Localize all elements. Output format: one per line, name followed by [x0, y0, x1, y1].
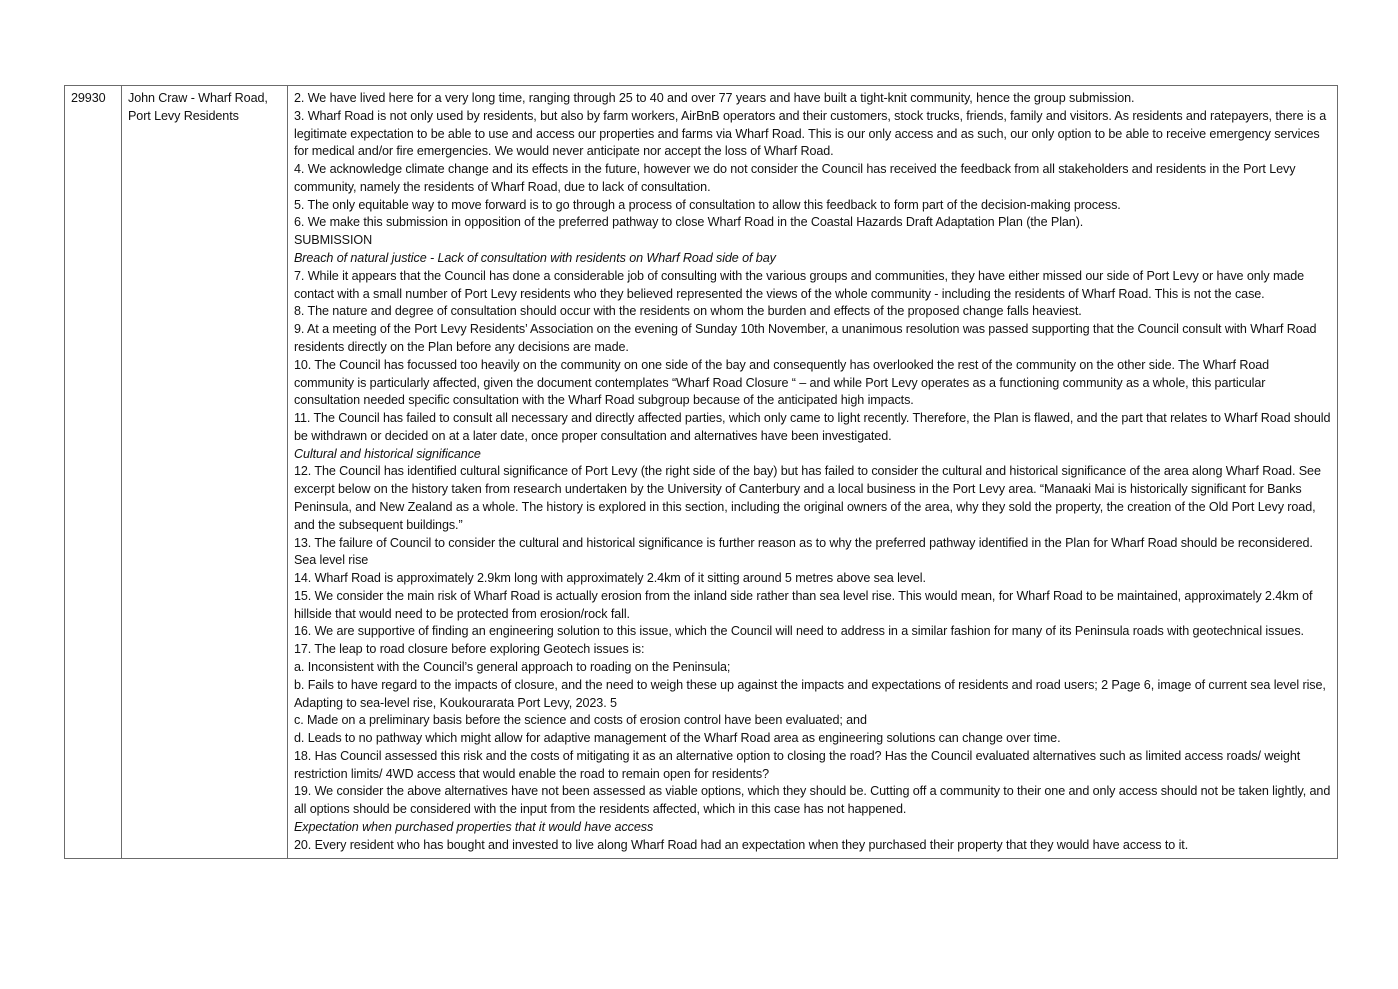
- table-row: [65, 86, 1338, 859]
- submission-paragraph: 12. The Council has identified cultural significance of Port Levy (the right side of the bay) but has failed to consider the cultural and historical significance of the area along Wharf Road. See excerpt below on the history taken from research undertaken by the University of Canterbury and a local business in the Port Levy area. “Manaaki Mai is historically significant for Banks Peninsula, and New Zealand as a whole. The history is explored in this section, including the original owners of the area, why they sold the property, the creation of the Old Port Levy road, and the subsequent buildings.”: [294, 464, 1321, 532]
- submission-paragraph: SUBMISSION: [294, 233, 373, 248]
- submitter-cell: [122, 86, 288, 859]
- section-heading: Breach of natural justice - Lack of consultation with residents on Wharf Road side of bay: [294, 251, 776, 266]
- submission-paragraph: 17. The leap to road closure before exploring Geotech issues is:: [294, 642, 645, 657]
- submission-id: 29930: [71, 91, 106, 105]
- submission-paragraph: a. Inconsistent with the Council’s general approach to roading on the Peninsula;: [294, 660, 731, 674]
- submitter-name: John Craw - Wharf Road, Port Levy Residents: [128, 91, 268, 123]
- submission-paragraph: 11. The Council has failed to consult all necessary and directly affected parties, which only came to light recently. Therefore, the Plan is flawed, and the part that relates to Wharf Road should be withdrawn or decided on at a later date, once proper consultation and alternatives have been investigated.: [294, 411, 1331, 443]
- submission-paragraph: 7. While it appears that the Council has done a considerable job of consulting with the various groups and communities, they have either missed our side of Port Levy or have only made contact with a small number of Port Levy residents who they believed represented the views of the whole community - including the residents of Wharf Road. This is not the case.: [294, 268, 1305, 301]
- submission-paragraph: 13. The failure of Council to consider the cultural and historical significance is further reason as to why the preferred pathway identified in the Plan for Wharf Road should be reconsidered. Sea level rise: [294, 535, 1313, 568]
- submission-paragraph: b. Fails to have regard to the impacts of closure, and the need to weigh these up against the impacts and expectations of residents and road users; 2 Page 6, image of current sea level rise, Adapting to sea-level rise, Koukourarata Port Levy, 2023. 5: [294, 677, 1326, 710]
- submission-paragraph: 20. Every resident who has bought and invested to live along Wharf Road had an expectation when they purchased their property that they would have access to it.: [294, 837, 1189, 852]
- submission-paragraph: 9. At a meeting of the Port Levy Residents’ Association on the evening of Sunday 10th November, a unanimous resolution was passed supporting that the Council consult with Wharf Road residents directly on the Plan before any decisions are made.: [294, 322, 1317, 354]
- submission-table: [64, 85, 1338, 859]
- section-heading: Expectation when purchased properties that it would have access: [294, 820, 654, 835]
- submission-paragraph: 8. The nature and degree of consultation should occur with the residents on whom the burden and effects of the proposed change falls heaviest.: [294, 304, 1082, 319]
- submission-paragraph: 5. The only equitable way to move forward is to go through a process of consultation to allow this feedback to form part of the decision-making process.: [294, 197, 1121, 212]
- submission-paragraph: 19. We consider the above alternatives have not been assessed as viable options, which they should be. Cutting off a community to their one and only access should not be taken lightly, and all options should be considered with the input from the residents affected, which in this case has not happened.: [294, 784, 1331, 817]
- submission-paragraph: 18. Has Council assessed this risk and the costs of mitigating it as an alternative option to closing the road? Has the Council evaluated alternatives such as limited access roads/ weight restriction limits/ 4WD access that would enable the road to remain open for residents?: [294, 748, 1301, 781]
- submission-paragraph: 16. We are supportive of finding an engineering solution to this issue, which the Council will need to address in a similar fashion for many of its Peninsula roads with geotechnical issues.: [294, 624, 1304, 639]
- submission-paragraph: 15. We consider the main risk of Wharf Road is actually erosion from the inland side rather than sea level rise. This would mean, for Wharf Road to be maintained, approximately 2.4km of hillside that would need to be protected from erosion/rock fall.: [294, 588, 1313, 621]
- submission-paragraph: 10. The Council has focussed too heavily on the community on one side of the bay and consequently has overlooked the rest of the community on the other side. The Wharf Road community is particularly affected, given the document contemplates “Wharf Road Closure “ – and while Port Levy operates as a functioning community as a whole, this particular consultation needed specific consultation with the Wharf Road subgroup because of the anticipated high impacts.: [294, 357, 1270, 408]
- submission-paragraph: 2. We have lived here for a very long time, ranging through 25 to 40 and over 77 years and have built a tight-knit community, hence the group submission.: [294, 91, 1135, 105]
- submission-body-cell: [288, 86, 1338, 859]
- submission-id-cell: [65, 86, 122, 859]
- submission-paragraph: 6. We make this submission in opposition of the preferred pathway to close Wharf Road in the Coastal Hazards Draft Adaptation Plan (the Plan).: [294, 215, 1084, 230]
- submission-paragraph: d. Leads to no pathway which might allow for adaptive management of the Wharf Road area as engineering solutions can change over time.: [294, 731, 1061, 746]
- submission-paragraph: 14. Wharf Road is approximately 2.9km long with approximately 2.4km of it sitting around 5 metres above sea level.: [294, 571, 926, 586]
- submission-paragraph: c. Made on a preliminary basis before the science and costs of erosion control have been evaluated; and: [294, 713, 867, 728]
- submission-paragraph: 4. We acknowledge climate change and its effects in the future, however we do not consider the Council has received the feedback from all stakeholders and residents in the Port Levy community, namely the residents of Wharf Road, due to lack of consultation.: [294, 162, 1296, 194]
- submission-body: [294, 90, 1331, 855]
- submission-paragraph: 3. Wharf Road is not only used by residents, but also by farm workers, AirBnB operators and their customers, stock trucks, friends, family and visitors. As residents and ratepayers, there is a legitimate expectation to be able to use and access our properties and farms via Wharf Road. This is our only access and as such, our only option to be able to receive emergency services for medical and/or fire emergencies. We would never anticipate nor accept the loss of Wharf Road.: [294, 108, 1327, 159]
- section-heading: Cultural and historical significance: [294, 446, 481, 461]
